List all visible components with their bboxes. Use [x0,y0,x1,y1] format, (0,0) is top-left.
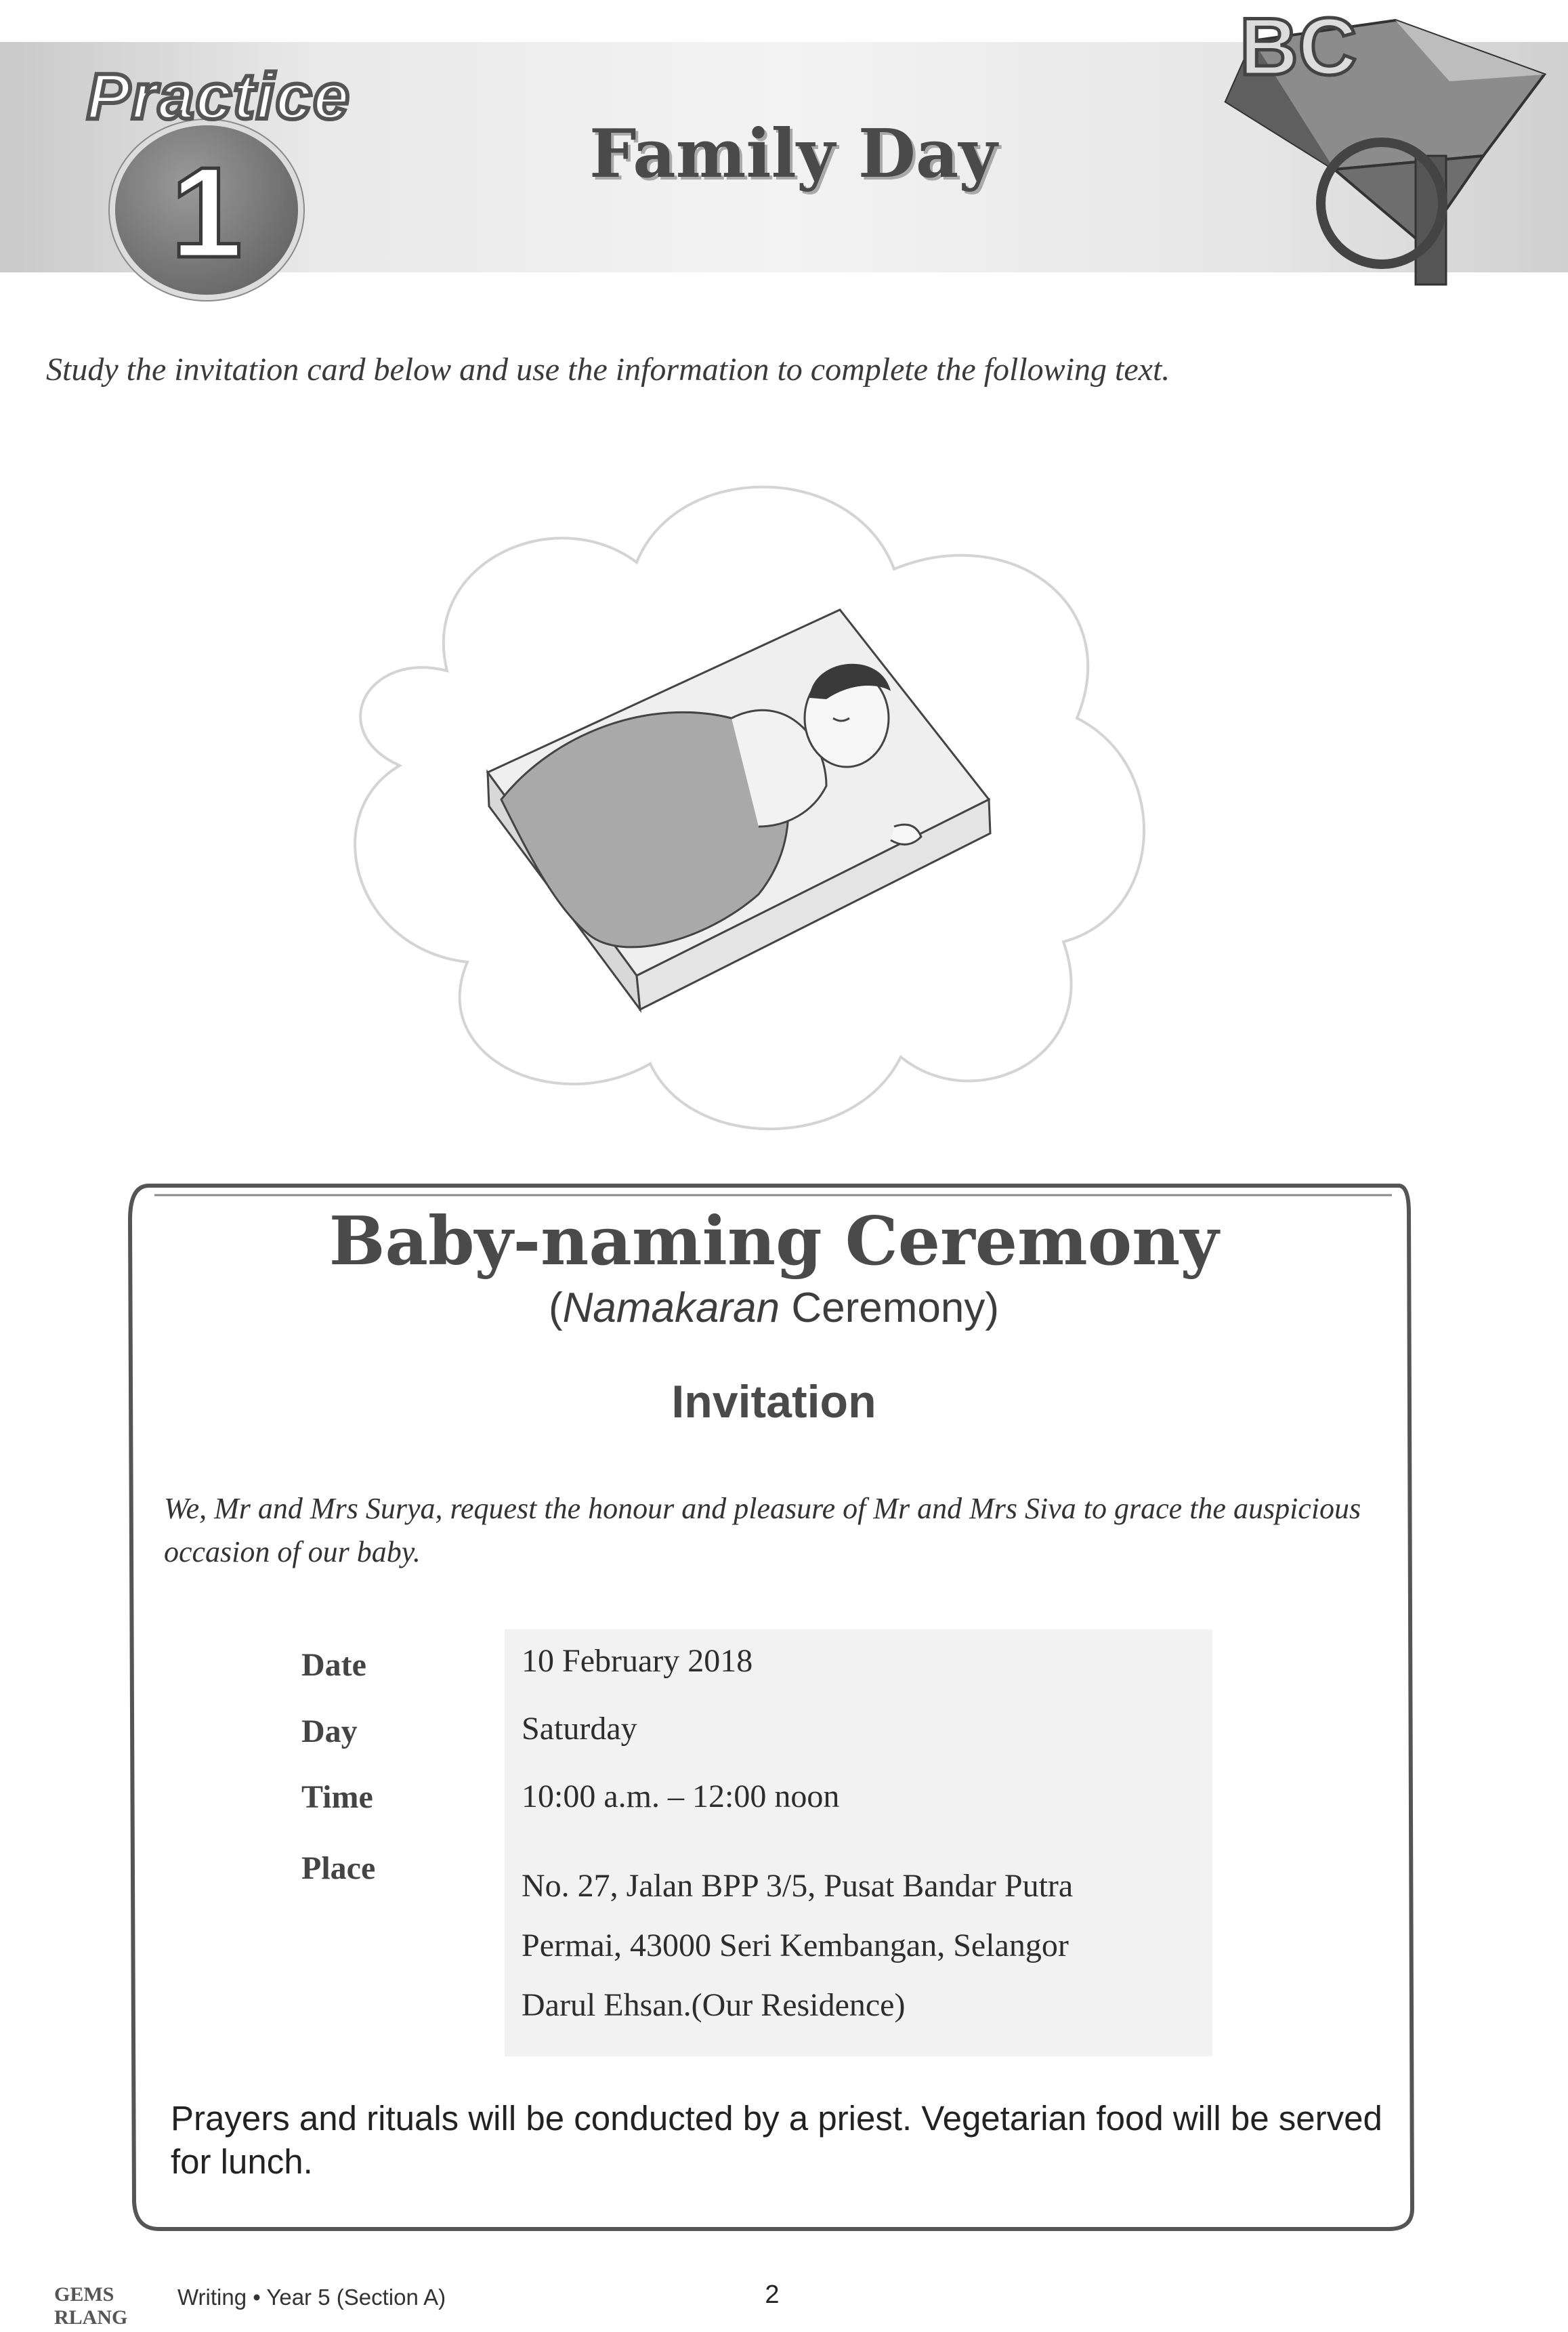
day-value: Saturday [522,1711,637,1747]
abc-gem-icon [1165,0,1568,291]
place-line-3: Darul Ehsan.(Our Residence) [522,1987,906,2023]
sleeping-baby-illustration [271,447,1179,1159]
card-title: Baby-naming Ceremony [329,1203,1219,1280]
practice-number: 1 [171,141,242,285]
date-label: Date [301,1647,366,1683]
publisher-logo: GEMS RLANG [54,2283,128,2329]
book-info: Writing • Year 5 (Section A) [177,2285,446,2310]
day-label: Day [301,1713,358,1749]
page-title: Family Day [589,115,998,193]
card-subtitle-rest: Ceremony [791,1285,986,1331]
time-value: 10:00 a.m. – 12:00 noon [522,1778,840,1814]
place-line-1: No. 27, Jalan BPP 3/5, Pusat Bandar Putra [522,1868,1074,1904]
request-text: We, Mr and Mrs Surya, request the honour and pleasure of Mr and Mrs Siva to grace the auspicious occasion of our baby. [164,1492,1361,1568]
date-value: 10 February 2018 [522,1643,753,1679]
practice-label: Practice [87,60,351,133]
time-label: Time [301,1779,373,1815]
page-number: 2 [765,2281,780,2309]
card-subtitle-italic: Namakaran [562,1285,780,1331]
invitation-heading: Invitation [671,1376,876,1428]
instruction-text: Study the invitation card below and use the information to complete the following text. [46,352,1170,388]
place-label: Place [301,1850,376,1886]
place-line-2: Permai, 43000 Seri Kembangan, Selangor [522,1928,1069,1963]
card-footnote: Prayers and rituals will be conducted by a priest. Vegetarian food will be served for lunch. [171,2099,1382,2181]
card-subtitle: (Namakaran Ceremony) [548,1285,1000,1331]
svg-text:BC: BC [1239,1,1357,92]
